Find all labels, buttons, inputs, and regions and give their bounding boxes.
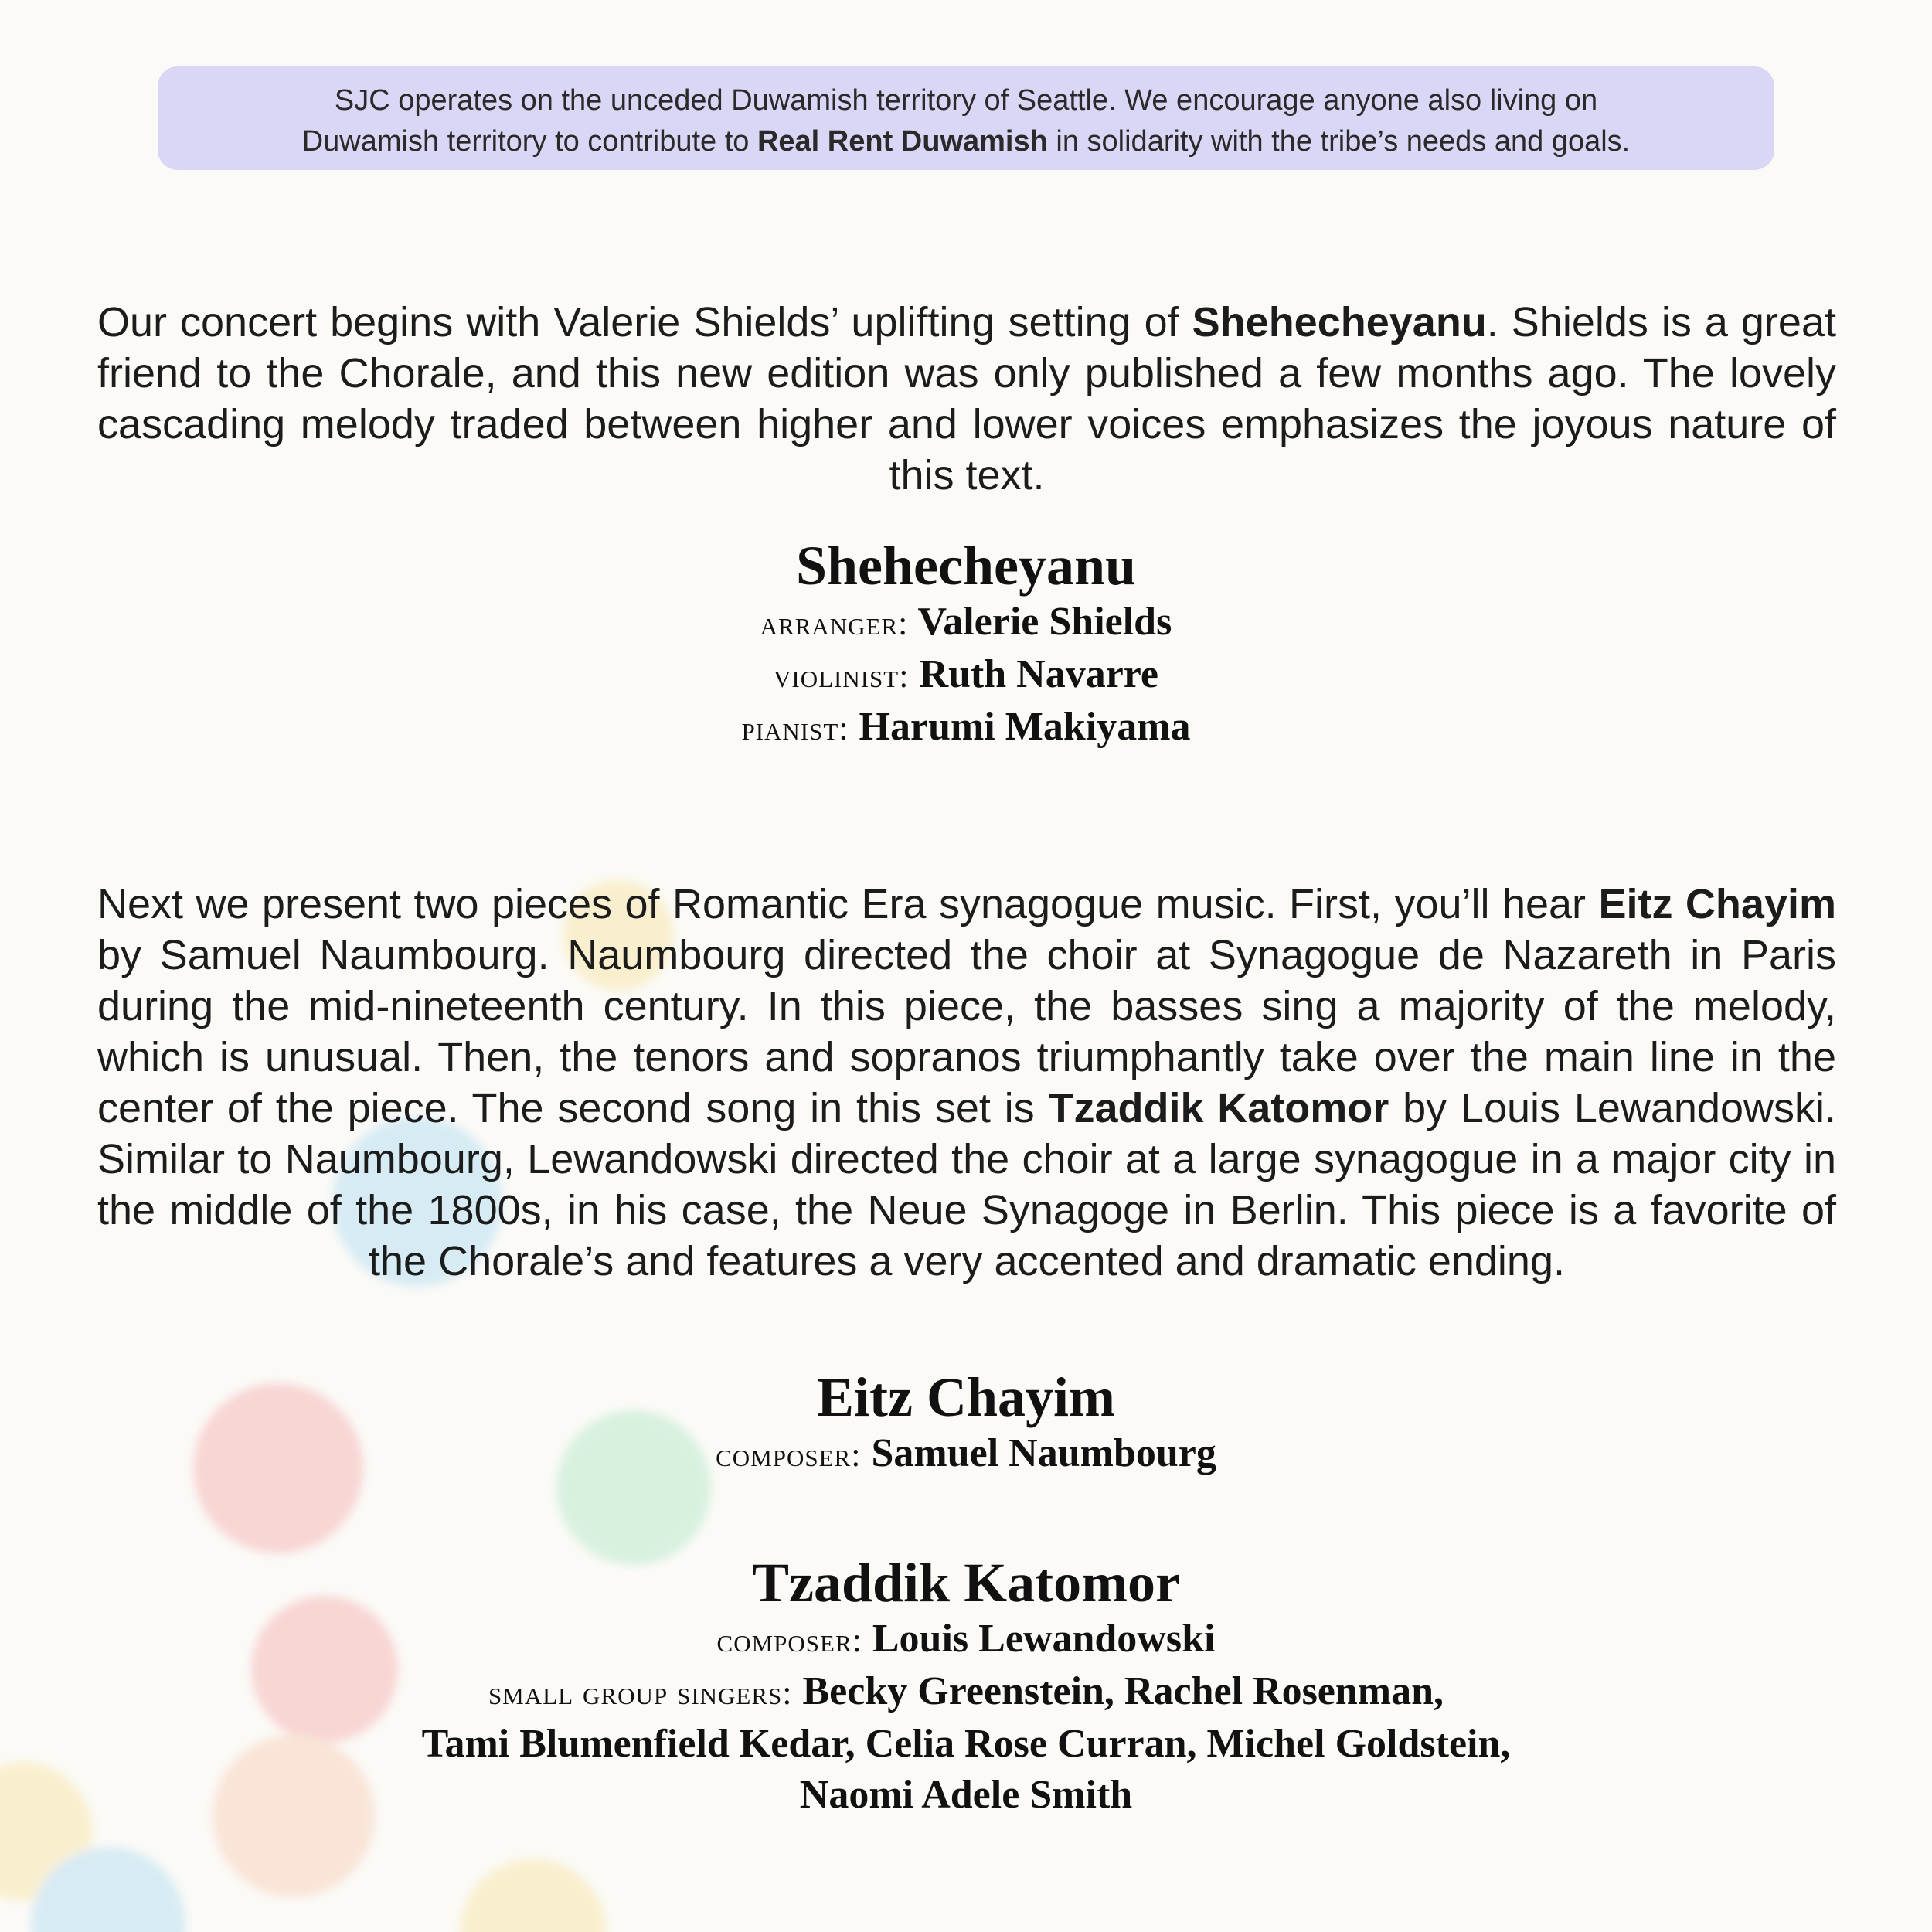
ack-line-1: SJC operates on the unceded Duwamish territory of Seattle. We encourage anyone also living on xyxy=(334,84,1598,117)
person-name: Ruth Navarre xyxy=(909,652,1159,696)
intro-paragraph xyxy=(97,297,1836,501)
person-name: Valerie Shields xyxy=(908,600,1172,644)
piece-title: Eitz Chayim xyxy=(817,1366,1115,1428)
piece-name: Tzaddik Katomor xyxy=(1048,1085,1389,1131)
paragraph-text: by Samuel Naumbourg. Naumbourg directed the choir at Synagogue de Nazareth in Paris during the mid-nineteenth century. In this piece, the basses sing a majority of the melody, which is unusual. Then, the tenors and sopranos triumphantly take over the main line in the center of the piece. The second song in this set is xyxy=(97,932,1836,1131)
composer-credit xyxy=(0,1428,1932,1481)
ack-line-2-text: Duwamish territory to contribute to xyxy=(301,125,757,158)
role-label: violinist: xyxy=(773,657,910,695)
piece-credits-eitz-chayim xyxy=(0,1366,1932,1481)
role-label: pianist: xyxy=(741,709,849,747)
person-name: Samuel Naumbourg xyxy=(861,1431,1216,1475)
pianist-credit xyxy=(0,702,1932,754)
intro-text-tail: . Shields is a great friend to the Chorale, and this new edition was only published a few months ago. The lovely cascading melody traded between higher and lower voices emphasizes the joyous nature of this text. xyxy=(97,299,1836,498)
role-label: composer: xyxy=(716,1621,862,1659)
violinist-credit xyxy=(0,649,1932,702)
real-rent-duwamish-link[interactable]: Real Rent Duwamish xyxy=(757,125,1048,158)
yellow-dot xyxy=(460,1859,607,1932)
piece-name: Eitz Chayim xyxy=(1598,881,1836,927)
intro-text: Our concert begins with Valerie Shields’ uplifting setting of xyxy=(97,299,1192,345)
piece-credits-shehecheyanu xyxy=(0,535,1932,754)
role-label: small group singers: xyxy=(488,1674,793,1712)
land-acknowledgement-banner xyxy=(158,66,1774,170)
piece-title: Tzaddik Katomor xyxy=(751,1552,1181,1614)
arranger-credit xyxy=(0,597,1932,649)
singers-credit xyxy=(0,1666,1932,1719)
ack-line-2 xyxy=(181,121,1751,162)
person-name: Harumi Makiyama xyxy=(849,705,1191,749)
piece-credits-tzaddik-katomor xyxy=(0,1552,1932,1821)
role-label: arranger: xyxy=(760,604,909,642)
paragraph-text: by Louis Lewandowski. Similar to Naumbourg, Lewandowski directed the choir at a large synagogue in a major city in the middle of the 1800s, in his case, the Neue Synagoge in Berlin. This piece is a favorite of the Chorale’s and features a very accented and dramatic ending. xyxy=(97,1085,1837,1284)
intro-piece-name: Shehecheyanu xyxy=(1192,299,1487,345)
ack-line-2-tail: in solidarity with the tribe’s needs and goals. xyxy=(1047,125,1631,158)
singers-credit-continued: Tami Blumenfield Kedar, Celia Rose Curran, Michel Goldstein, xyxy=(421,1722,1511,1766)
singers-credit-continued: Naomi Adele Smith xyxy=(799,1773,1133,1817)
person-name: Louis Lewandowski xyxy=(862,1617,1216,1661)
paragraph-text: Next we present two pieces of Romantic Era synagogue music. First, you’ll hear xyxy=(97,881,1599,927)
singer-names: Becky Greenstein, Rachel Rosenman, xyxy=(792,1669,1444,1713)
synagogue-music-paragraph xyxy=(97,879,1836,1287)
role-label: composer: xyxy=(716,1436,862,1474)
piece-title: Shehecheyanu xyxy=(795,535,1137,597)
composer-credit xyxy=(0,1614,1932,1666)
